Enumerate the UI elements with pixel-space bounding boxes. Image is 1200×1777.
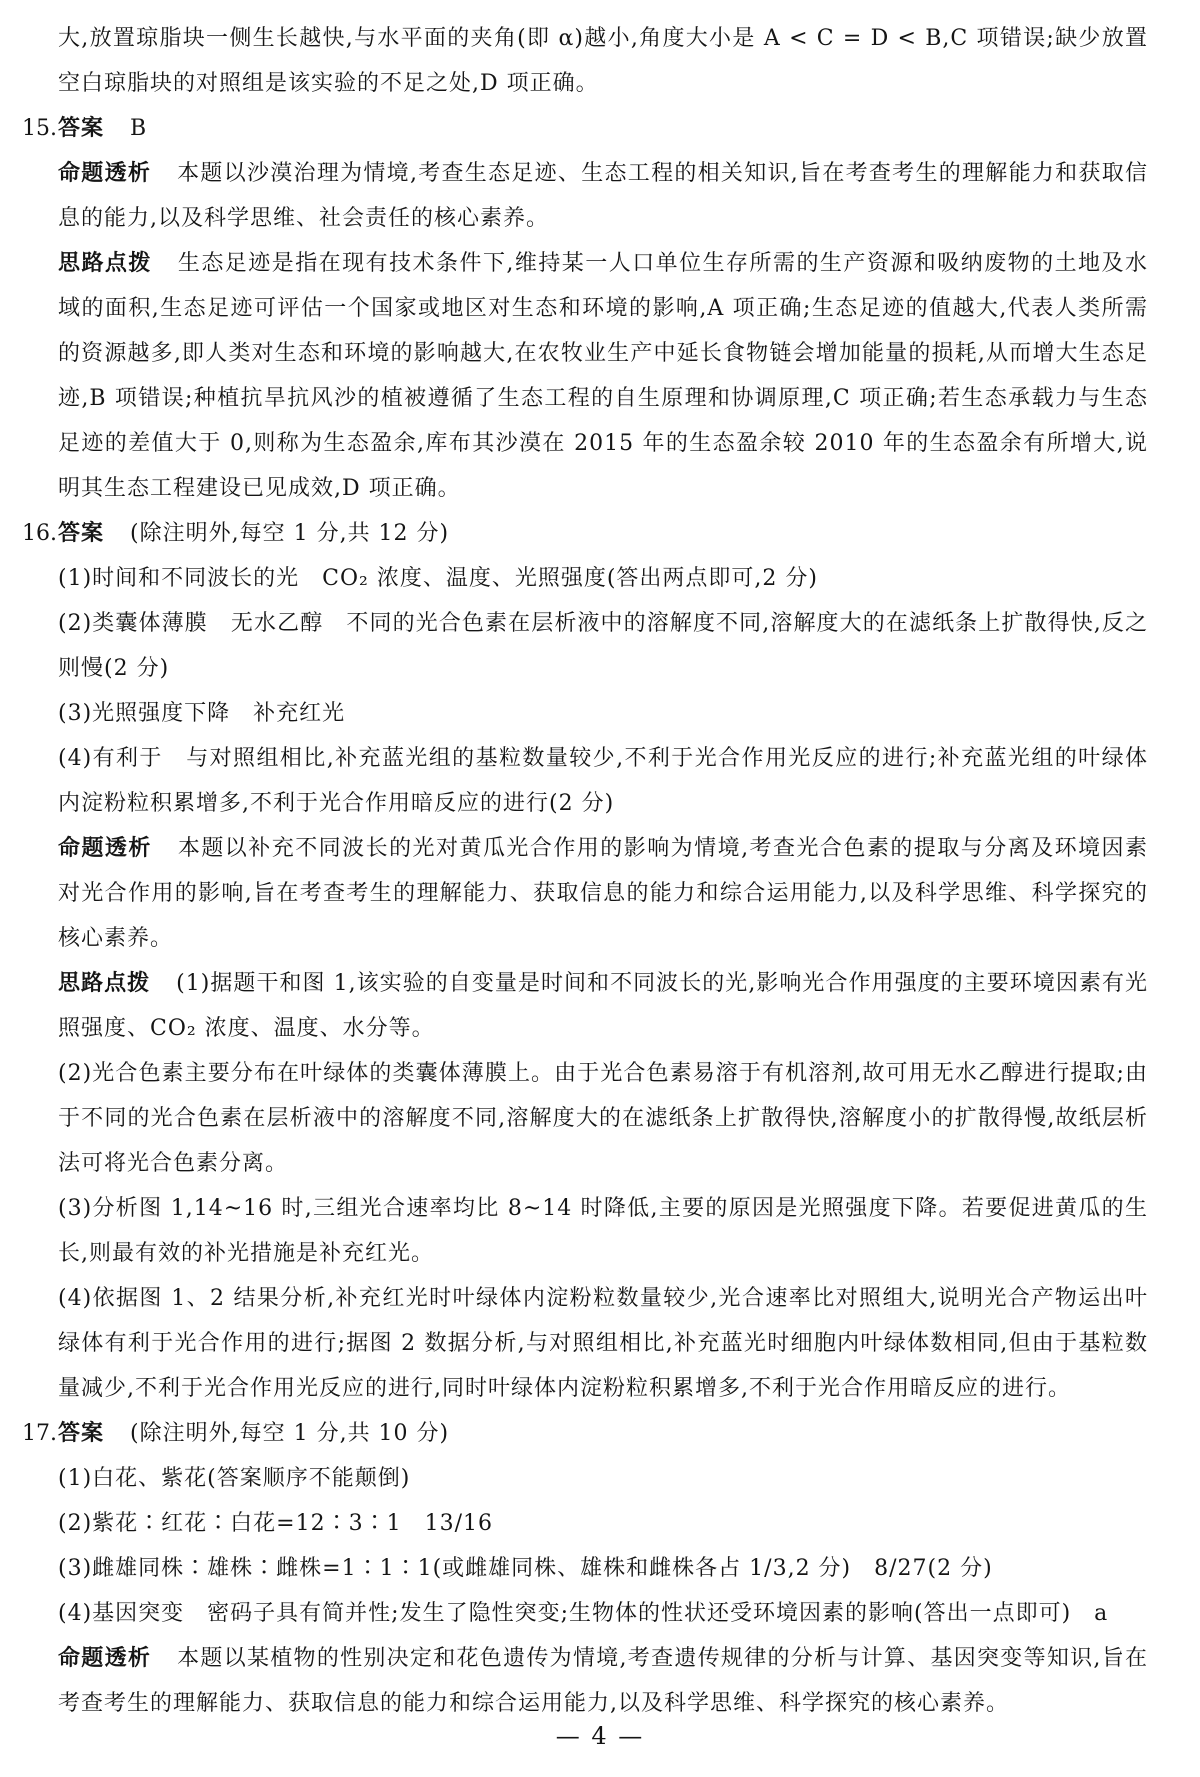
answer-item-2: (2)类囊体薄膜 无水乙醇 不同的光合色素在层析液中的溶解度不同,溶解度大的在滤纸条上扩散得快,反之则慢(2 分) xyxy=(58,611,1148,681)
analysis-text: 本题以沙漠治理为情境,考查生态足迹、生态工程的相关知识,旨在考查考生的理解能力和获取信息的能力,以及科学思维、社会责任的核心素养。 xyxy=(58,161,1148,231)
answer-line xyxy=(22,511,1148,556)
page-footer xyxy=(0,1714,1200,1759)
hint-paragraph-2: (2)光合色素主要分布在叶绿体的类囊体薄膜上。由于光合色素易溶于有机溶剂,故可用无水乙醇进行提取;由于不同的光合色素在层析液中的溶解度不同,溶解度大的在滤纸条上扩散得快,溶解度小的扩散得慢,故纸层析法可将光合色素分离。 xyxy=(58,1061,1148,1176)
answer-line xyxy=(22,1411,1148,1456)
answer-item-1: (1)时间和不同波长的光 CO₂ 浓度、温度、光照强度(答出两点即可,2 分) xyxy=(58,566,818,591)
hint-paragraph xyxy=(58,241,1148,511)
intro-continuation-paragraph: 大,放置琼脂块一侧生长越快,与水平面的夹角(即 α)越小,角度大小是 A < C = D < B,C 项错误;缺少放置空白琼脂块的对照组是该实验的不足之处,D 项正确。 xyxy=(58,26,1148,96)
page-number: — 4 — xyxy=(555,1722,645,1750)
answer-item-1: (1)白花、紫花(答案顺序不能颠倒) xyxy=(58,1466,411,1491)
question-number: 16. xyxy=(22,521,57,546)
analysis-text: 本题以某植物的性别决定和花色遗传为情境,考查遗传规律的分析与计算、基因突变等知识,旨在考查考生的理解能力、获取信息的能力和综合运用能力,以及科学思维、科学探究的核心素养。 xyxy=(58,1646,1148,1716)
answer-item-3: (3)雌雄同株∶雄株∶雌株=1∶1∶1(或雌雄同株、雄株和雌株各占 1/3,2 分) 8/27(2 分) xyxy=(58,1556,993,1581)
analysis-paragraph xyxy=(58,1636,1148,1726)
question-number: 15. xyxy=(22,116,57,141)
analysis-label: 命题透析 xyxy=(58,836,152,861)
hint-label: 思路点拨 xyxy=(58,971,151,996)
question-number: 17. xyxy=(22,1421,57,1446)
hint-item-1: (1)据题干和图 1,该实验的自变量是时间和不同波长的光,影响光合作用强度的主要环境因素有光照强度、CO₂ 浓度、温度、水分等。 xyxy=(58,971,1148,1041)
analysis-text: 本题以补充不同波长的光对黄瓜光合作用的影响为情境,考查光合色素的提取与分离及环境因素对光合作用的影响,旨在考查考生的理解能力、获取信息的能力和综合运用能力,以及科学思维、科学探究的核心素养。 xyxy=(58,836,1148,951)
hint-paragraph-4: (4)依据图 1、2 结果分析,补充红光时叶绿体内淀粉粒数量较少,光合速率比对照组大,说明光合产物运出叶绿体有利于光合作用的进行;据图 2 数据分析,与对照组相比,补充蓝光时细胞内叶绿体数相同,但由于基粒数量减少,不利于光合作用光反应的进行,同时叶绿体内淀粉粒积累增多,不利于光合作用暗反应的进行。 xyxy=(58,1286,1148,1401)
question-17 xyxy=(22,1411,1148,1726)
answer-item-4: (4)基因突变 密码子具有简并性;发生了隐性突变;生物体的性状还受环境因素的影响(答出一点即可) a xyxy=(58,1601,1109,1626)
hint-text: 生态足迹是指在现有技术条件下,维持某一人口单位生存所需的生产资源和吸纳废物的土地及水域的面积,生态足迹可评估一个国家或地区对生态和环境的影响,A 项正确;生态足迹的值越大,代表人类所需的资源越多,即人类对生态和环境的影响越大,在农牧业生产中延长食物链会增加能量的损耗,从而增大生态足迹,B 项错误;种植抗旱抗风沙的植被遵循了生态工程的自生原理和协调原理,C 项正确;若生态承载力与生态足迹的差值大于 0,则称为生态盈余,库布其沙漠在 2015 年的生态盈余较 2010 年的生态盈余有所增大,说明其生态工程建设已见成效,D 项正确。 xyxy=(58,251,1148,501)
answer-label: 答案 xyxy=(58,116,105,141)
question-16 xyxy=(22,511,1148,1411)
analysis-label: 命题透析 xyxy=(58,1646,152,1671)
answer-note: (除注明外,每空 1 分,共 12 分) xyxy=(130,521,450,546)
answer-item-3: (3)光照强度下降 补充红光 xyxy=(58,701,346,726)
analysis-paragraph xyxy=(58,151,1148,241)
hint-paragraph-1 xyxy=(58,961,1148,1051)
answer-line xyxy=(22,106,1148,151)
answer-text: B xyxy=(130,116,148,141)
answer-label: 答案 xyxy=(58,1421,105,1446)
analysis-paragraph xyxy=(58,826,1148,961)
answer-item-2: (2)紫花∶红花∶白花=12∶3∶1 13/16 xyxy=(58,1511,493,1536)
hint-paragraph-3: (3)分析图 1,14~16 时,三组光合速率均比 8~14 时降低,主要的原因是光照强度下降。若要促进黄瓜的生长,则最有效的补光措施是补充红光。 xyxy=(58,1196,1148,1266)
analysis-label: 命题透析 xyxy=(58,161,152,186)
answer-note: (除注明外,每空 1 分,共 10 分) xyxy=(130,1421,450,1446)
hint-label: 思路点拨 xyxy=(58,251,152,276)
answer-label: 答案 xyxy=(58,521,105,546)
question-15 xyxy=(22,106,1148,511)
answer-item-4: (4)有利于 与对照组相比,补充蓝光组的基粒数量较少,不利于光合作用光反应的进行;补充蓝光组的叶绿体内淀粉粒积累增多,不利于光合作用暗反应的进行(2 分) xyxy=(58,746,1148,816)
